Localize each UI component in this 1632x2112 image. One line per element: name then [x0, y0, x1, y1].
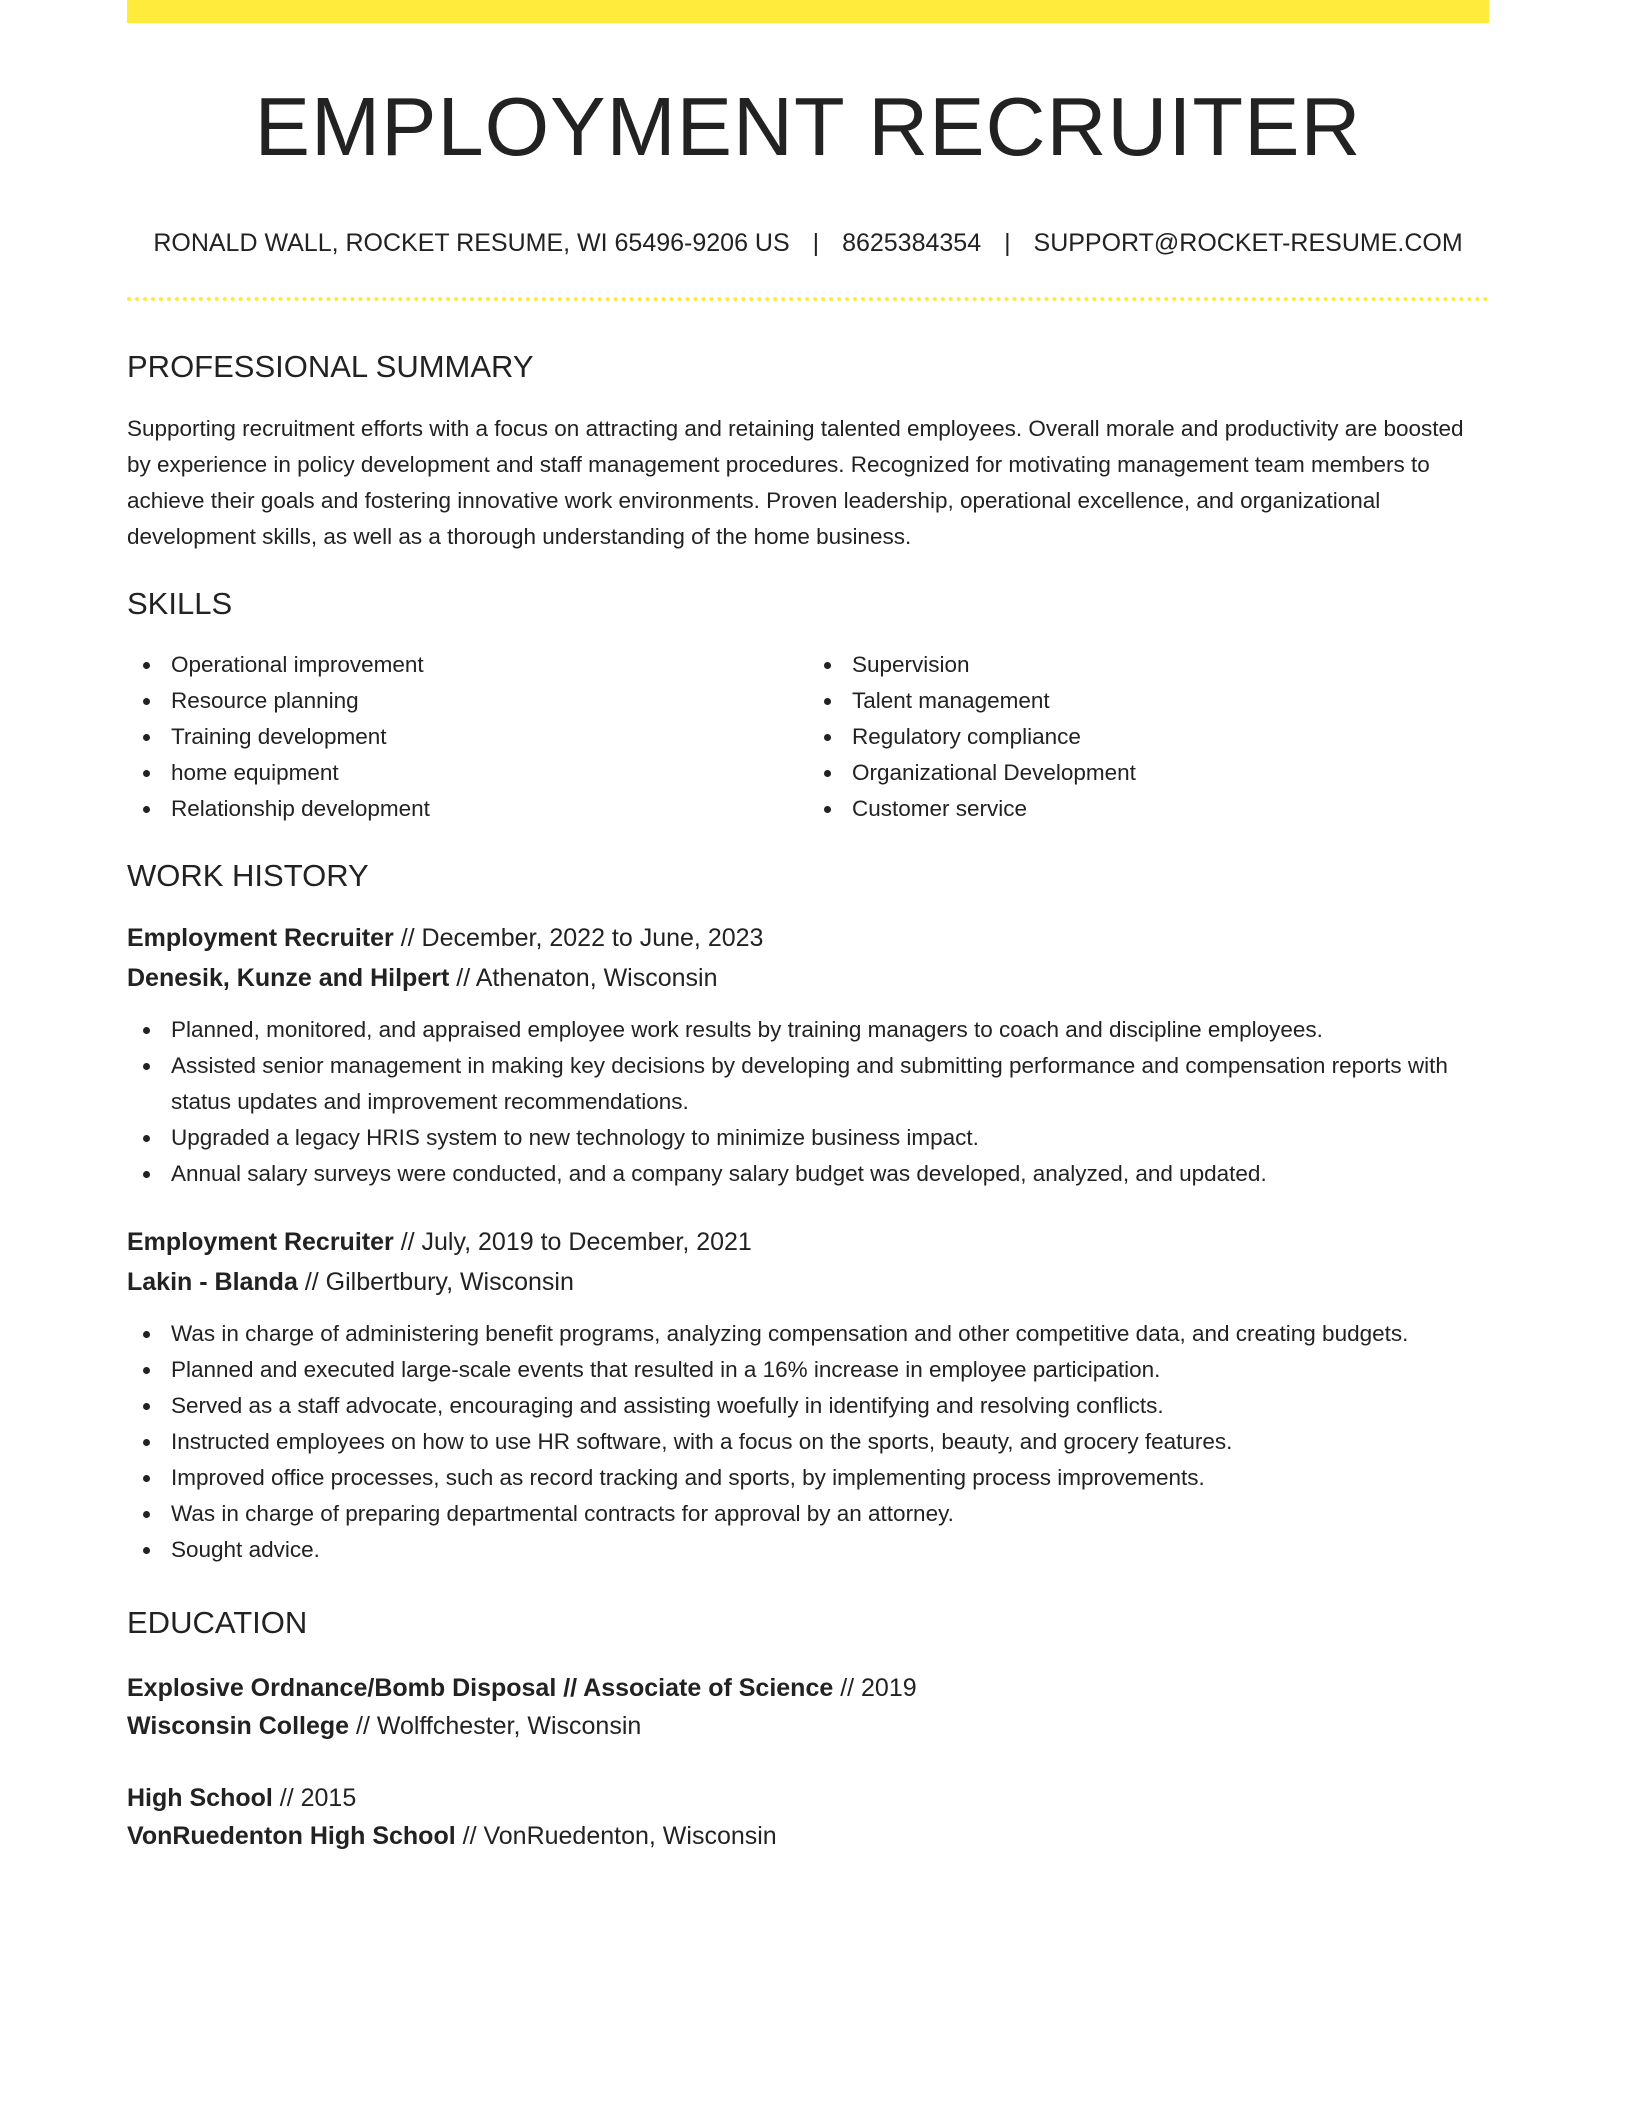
job-company: Lakin - Blanda — [127, 1267, 298, 1296]
education-location: // Wolffchester, Wisconsin — [349, 1712, 642, 1741]
contact-separator: | — [1004, 229, 1011, 258]
skill-item: Resource planning — [171, 683, 808, 719]
summary-text: Supporting recruitment efforts with a focus on attracting and retaining talented employees. Overall morale and productivity are boosted by experience in policy development and staff management procedures. Recognized for motivating management team members to achieve their goals and fostering innovative work environments. Proven leadership, operational excellence, and organizational development skills, as well as a thorough understanding of the home business. — [127, 416, 1464, 550]
contact-line — [127, 228, 1489, 258]
top-accent-bar — [127, 0, 1489, 23]
education-entry — [127, 1779, 1489, 1855]
job-bullets — [127, 1012, 1489, 1192]
job-bullet: Was in charge of administering benefit programs, analyzing compensation and other competitive data, and creating budgets. — [171, 1316, 1489, 1352]
job-bullet: Planned, monitored, and appraised employee work results by training managers to coach and discipline employees. — [171, 1012, 1489, 1048]
job-bullets — [127, 1316, 1489, 1568]
job-title: Employment Recruiter — [127, 923, 394, 952]
education-degree: High School — [127, 1784, 273, 1813]
summary-heading: PROFESSIONAL SUMMARY — [127, 349, 534, 385]
skill-item: Operational improvement — [171, 647, 808, 683]
education-heading: EDUCATION — [127, 1604, 308, 1640]
job-company-line — [127, 958, 1489, 998]
job-entry — [127, 918, 1489, 1192]
education-school: VonRuedenton High School — [127, 1822, 456, 1851]
education-degree-line — [127, 1779, 1489, 1817]
job-dates: // July, 2019 to December, 2021 — [393, 1227, 752, 1256]
job-bullet: Upgraded a legacy HRIS system to new technology to minimize business impact. — [171, 1120, 1489, 1156]
contact-address: RONALD WALL, ROCKET RESUME, WI 65496-9206 US — [153, 229, 790, 258]
education-school: Wisconsin College — [127, 1712, 350, 1741]
job-bullet: Sought advice. — [171, 1532, 1489, 1568]
job-dates: // December, 2022 to June, 2023 — [393, 923, 764, 952]
education-year: // 2019 — [833, 1674, 917, 1703]
skills-grid — [127, 647, 1489, 827]
job-company-line — [127, 1262, 1489, 1302]
education-degree: Explosive Ordnance/Bomb Disposal // Associate of Science — [127, 1674, 834, 1703]
job-company: Denesik, Kunze and Hilpert — [127, 963, 450, 992]
job-bullet: Served as a staff advocate, encouraging and assisting woefully in identifying and resolving conflicts. — [171, 1388, 1489, 1424]
job-location: // Gilbertbury, Wisconsin — [297, 1267, 574, 1296]
skill-item: Training development — [171, 719, 808, 755]
job-title-line — [127, 1222, 1489, 1262]
job-entry — [127, 1222, 1489, 1568]
contact-email: SUPPORT@ROCKET-RESUME.COM — [1033, 229, 1463, 258]
job-bullet: Improved office processes, such as record tracking and sports, by implementing process improvements. — [171, 1460, 1489, 1496]
skills-column-left — [127, 647, 808, 827]
skill-item: Customer service — [852, 791, 1489, 827]
contact-separator: | — [812, 229, 820, 258]
skill-item: Organizational Development — [852, 755, 1489, 791]
skill-item: Talent management — [852, 683, 1489, 719]
job-bullet: Was in charge of preparing departmental contracts for approval by an attorney. — [171, 1496, 1489, 1532]
resume-title: EMPLOYMENT RECRUITER — [254, 80, 1362, 173]
skill-item: home equipment — [171, 755, 808, 791]
job-location: // Athenaton, Wisconsin — [449, 963, 718, 992]
dotted-divider — [127, 297, 1489, 301]
education-entry — [127, 1669, 1489, 1745]
skill-item: Relationship development — [171, 791, 808, 827]
job-bullet: Annual salary surveys were conducted, and a company salary budget was developed, analyzed, and updated. — [171, 1156, 1489, 1192]
contact-phone: 8625384354 — [842, 229, 982, 258]
job-title: Employment Recruiter — [127, 1227, 394, 1256]
education-school-line — [127, 1817, 1489, 1855]
education-school-line — [127, 1707, 1489, 1745]
skill-item: Supervision — [852, 647, 1489, 683]
resume-page — [127, 0, 1489, 1855]
skills-column-right — [808, 647, 1489, 827]
job-bullet: Assisted senior management in making key decisions by developing and submitting performance and compensation reports with status updates and improvement recommendations. — [171, 1048, 1489, 1120]
education-degree-line — [127, 1669, 1489, 1707]
job-bullet: Planned and executed large-scale events that resulted in a 16% increase in employee participation. — [171, 1352, 1489, 1388]
skill-item: Regulatory compliance — [852, 719, 1489, 755]
job-title-line — [127, 918, 1489, 958]
education-location: // VonRuedenton, Wisconsin — [455, 1822, 777, 1851]
education-year: // 2015 — [272, 1784, 357, 1813]
skills-heading: SKILLS — [127, 586, 233, 622]
work-history-heading: WORK HISTORY — [127, 857, 369, 893]
job-bullet: Instructed employees on how to use HR software, with a focus on the sports, beauty, and grocery features. — [171, 1424, 1489, 1460]
